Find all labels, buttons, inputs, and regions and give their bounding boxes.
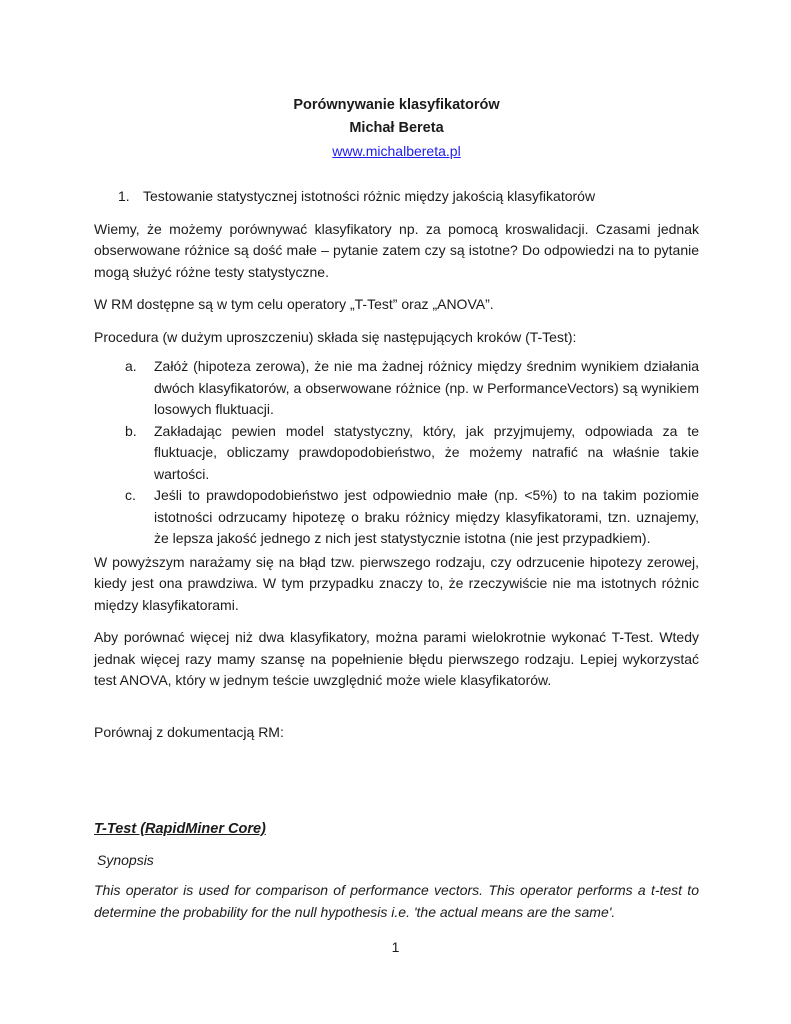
alpha-list-marker-b: b. — [125, 422, 137, 439]
numbered-list-marker: 1. — [118, 188, 130, 204]
alpha-list-text-c: Jeśli to prawdopodobieństwo jest odpowiednio małe (np. <5%) to na takim poziomie istotności odrzucamy hipotezę o braku różnicy między klasyfikatorami, tzn. uznajemy, że lepsza jakość jednego z nich jest statystycznie istotna (nie jest przypadkiem). — [154, 487, 699, 546]
alpha-list-item-a — [94, 356, 699, 421]
numbered-list-item-1 — [94, 186, 699, 208]
link-line — [94, 140, 699, 163]
website-link[interactable]: www.michalbereta.pl — [332, 143, 461, 159]
synopsis-text: This operator is used for comparison of performance vectors. This operator performs a t-test to determine the probability for the null hypothesis i.e. 'the actual means are the same'. — [94, 882, 699, 920]
numbered-list-text: Testowanie statystycznej istotności różnic między jakością klasyfikatorów — [143, 188, 596, 204]
paragraph-intro: Wiemy, że możemy porównywać klasyfikatory np. za pomocą kroswalidacji. Czasami jednak obserwowane różnice są dość małe – pytanie zatem czy są istotne? Do odpowiedzi na to pytanie mogą służyć różne testy statystyczne. — [94, 220, 699, 280]
alpha-list-marker-c: c. — [125, 487, 136, 503]
alpha-list-item-b — [94, 421, 699, 486]
document-title: Porównywanie klasyfikatorów — [293, 97, 500, 113]
paragraph-rm-operators: W RM dostępne są w tym celu operatory „T-Test” oraz „ANOVA”. — [94, 296, 494, 312]
document-author: Michał Bereta — [349, 120, 444, 136]
document-header — [94, 94, 699, 163]
page-number: 1 — [391, 939, 400, 955]
paragraph-procedure: Procedura (w dużym uproszczeniu) składa się następujących kroków (T-Test): — [94, 328, 577, 345]
paragraph-type1-error: W powyższym narażamy się na błąd tzw. pierwszego rodzaju, czy odrzucenie hipotezy zerowej, kiedy jest ona prawdziwa. W tym przypadku znaczy to, że rzeczywiście nie ma istotnych różnic między klasyfikatorami. — [94, 553, 699, 613]
paragraph-anova: Aby porównać więcej niż dwa klasyfikatory, można parami wielokrotnie wykonać T-Test. Wtedy jednak więcej razy mamy szansę na popełnienie błędu pierwszego rodzaju. Lepiej wykorzystać test ANOVA, który w jednym teście uwzględnić może wiele klasyfikatorów. — [94, 629, 699, 688]
section-heading-ttest: T-Test (RapidMiner Core) — [94, 821, 266, 837]
alpha-list-text-a: Załóż (hipoteza zerowa), że nie ma żadnej różnicy między średnim wynikiem działania dwóch klasyfikatorów, a obserwowane różnice (np. w PerformanceVectors) są wynikiem losowych fluktuacji. — [154, 358, 699, 417]
alpha-list-item-c — [94, 485, 699, 550]
alpha-list-text-b: Zakładając pewien model statystyczny, który, jak przyjmujemy, odpowiada za te fluktuacje, obliczamy prawdopodobieństwo, że możemy natrafić na właśnie takie wartości. — [154, 422, 699, 482]
synopsis-label: Synopsis — [97, 851, 154, 868]
alpha-list-marker-a: a. — [125, 358, 137, 374]
alpha-list — [94, 356, 699, 550]
paragraph-compare-docs: Porównaj z dokumentacją RM: — [94, 723, 284, 740]
